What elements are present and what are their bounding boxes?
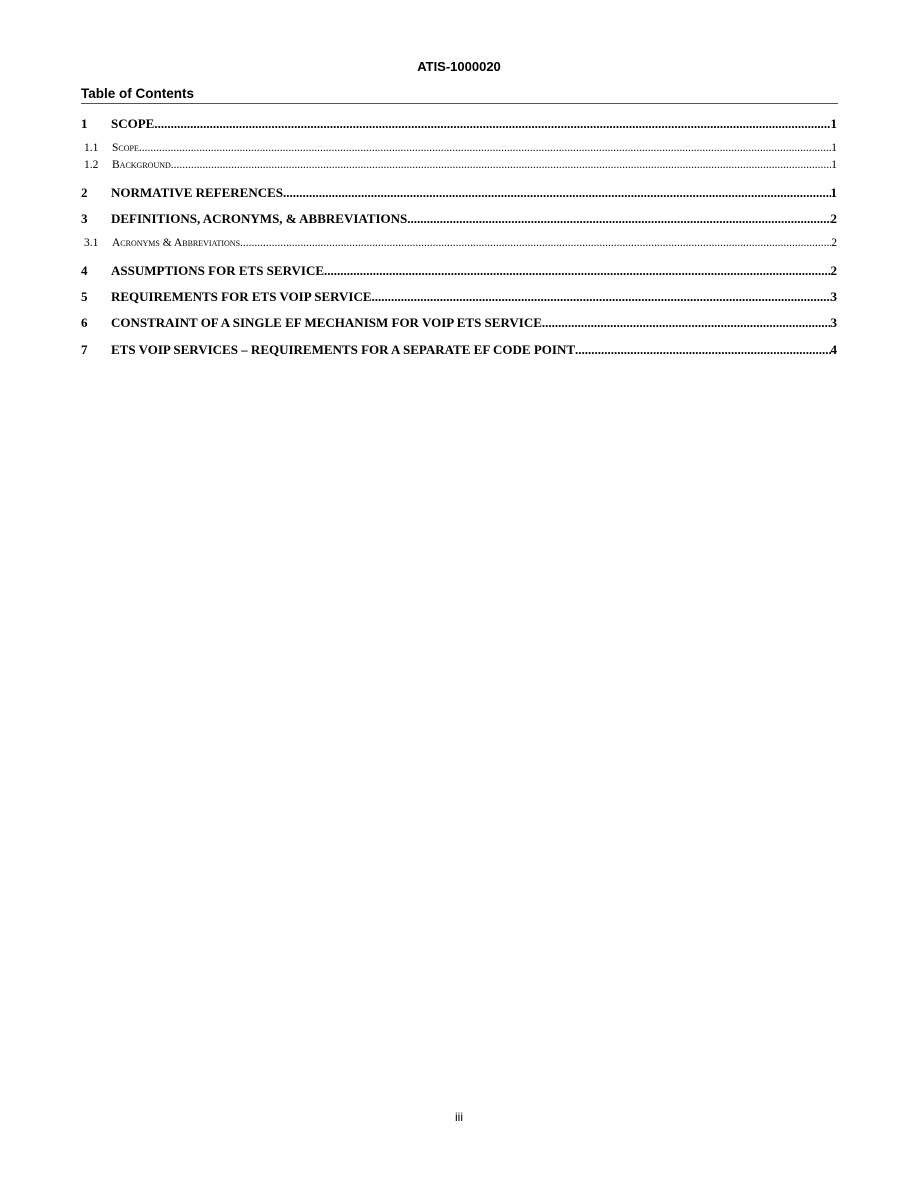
toc-entry-number: 6 — [81, 315, 88, 330]
toc-entry-title: Scope — [112, 142, 139, 154]
toc-entry-number: 3.1 — [84, 237, 99, 249]
dot-leader — [283, 185, 830, 201]
toc-heading: Table of Contents — [81, 86, 194, 101]
toc-entry-title: Background — [112, 159, 171, 171]
dot-leader — [407, 211, 830, 227]
toc-entry-normative-references[interactable] — [81, 185, 837, 201]
toc-entry-title: Acronyms & Abbreviations — [112, 237, 241, 249]
toc-entry-assumptions[interactable] — [81, 263, 837, 279]
toc-entry-page: 3 — [830, 315, 837, 330]
dot-leader — [372, 289, 831, 305]
toc-entry-title: NORMATIVE REFERENCES — [111, 185, 284, 200]
toc-entry-number: 1.2 — [84, 159, 99, 171]
toc-entry-title: SCOPE — [111, 116, 155, 131]
heading-rule — [81, 103, 838, 104]
toc-entry-title: CONSTRAINT OF A SINGLE EF MECHANISM FOR VOIP ETS SERVICE — [111, 315, 542, 330]
toc-entry-title: REQUIREMENTS FOR ETS VOIP SERVICE — [111, 289, 372, 304]
toc-entry-page: 4 — [830, 342, 837, 357]
toc-entry-constraint[interactable] — [81, 315, 837, 331]
toc-entry-scope[interactable] — [81, 116, 837, 132]
toc-entry-scope-sub[interactable] — [81, 142, 837, 158]
toc-entry-page: 2 — [830, 211, 837, 226]
toc-entry-number: 1.1 — [84, 142, 99, 154]
dot-leader — [575, 342, 830, 358]
dot-leader — [324, 263, 830, 279]
toc-entry-number: 5 — [81, 289, 88, 304]
toc-entry-page: 3 — [830, 289, 837, 304]
toc-entry-page: 2 — [830, 263, 837, 278]
toc-entry-number: 7 — [81, 342, 88, 357]
toc-entry-page: 1 — [831, 142, 837, 154]
dot-leader — [240, 237, 831, 249]
toc-entry-page: 2 — [831, 237, 837, 249]
toc-entry-definitions[interactable] — [81, 211, 837, 227]
toc-entry-number: 2 — [81, 185, 88, 200]
toc-entry-number: 1 — [81, 116, 88, 131]
toc-entry-title: ETS VOIP SERVICES – REQUIREMENTS FOR A SEPARATE EF CODE POINT — [111, 342, 576, 357]
toc-entry-title: DEFINITIONS, ACRONYMS, & ABBREVIATIONS — [111, 211, 408, 226]
toc-entry-title: ASSUMPTIONS FOR ETS SERVICE — [111, 263, 325, 278]
document-id: ATIS-1000020 — [417, 59, 501, 74]
dot-leader — [171, 159, 831, 171]
toc-entry-number: 4 — [81, 263, 88, 278]
toc-entry-ets-voip-services[interactable] — [81, 342, 837, 358]
toc-entry-page: 1 — [830, 116, 837, 131]
toc-entry-background[interactable] — [81, 159, 837, 175]
dot-leader — [542, 315, 831, 331]
toc-entry-requirements[interactable] — [81, 289, 837, 305]
page-number: iii — [455, 1110, 463, 1124]
toc-entry-acronyms[interactable] — [81, 237, 837, 253]
toc-entry-page: 1 — [830, 185, 837, 200]
dot-leader — [139, 142, 831, 154]
toc-entry-page: 1 — [831, 159, 837, 171]
dot-leader — [154, 116, 830, 132]
toc-entry-number: 3 — [81, 211, 88, 226]
